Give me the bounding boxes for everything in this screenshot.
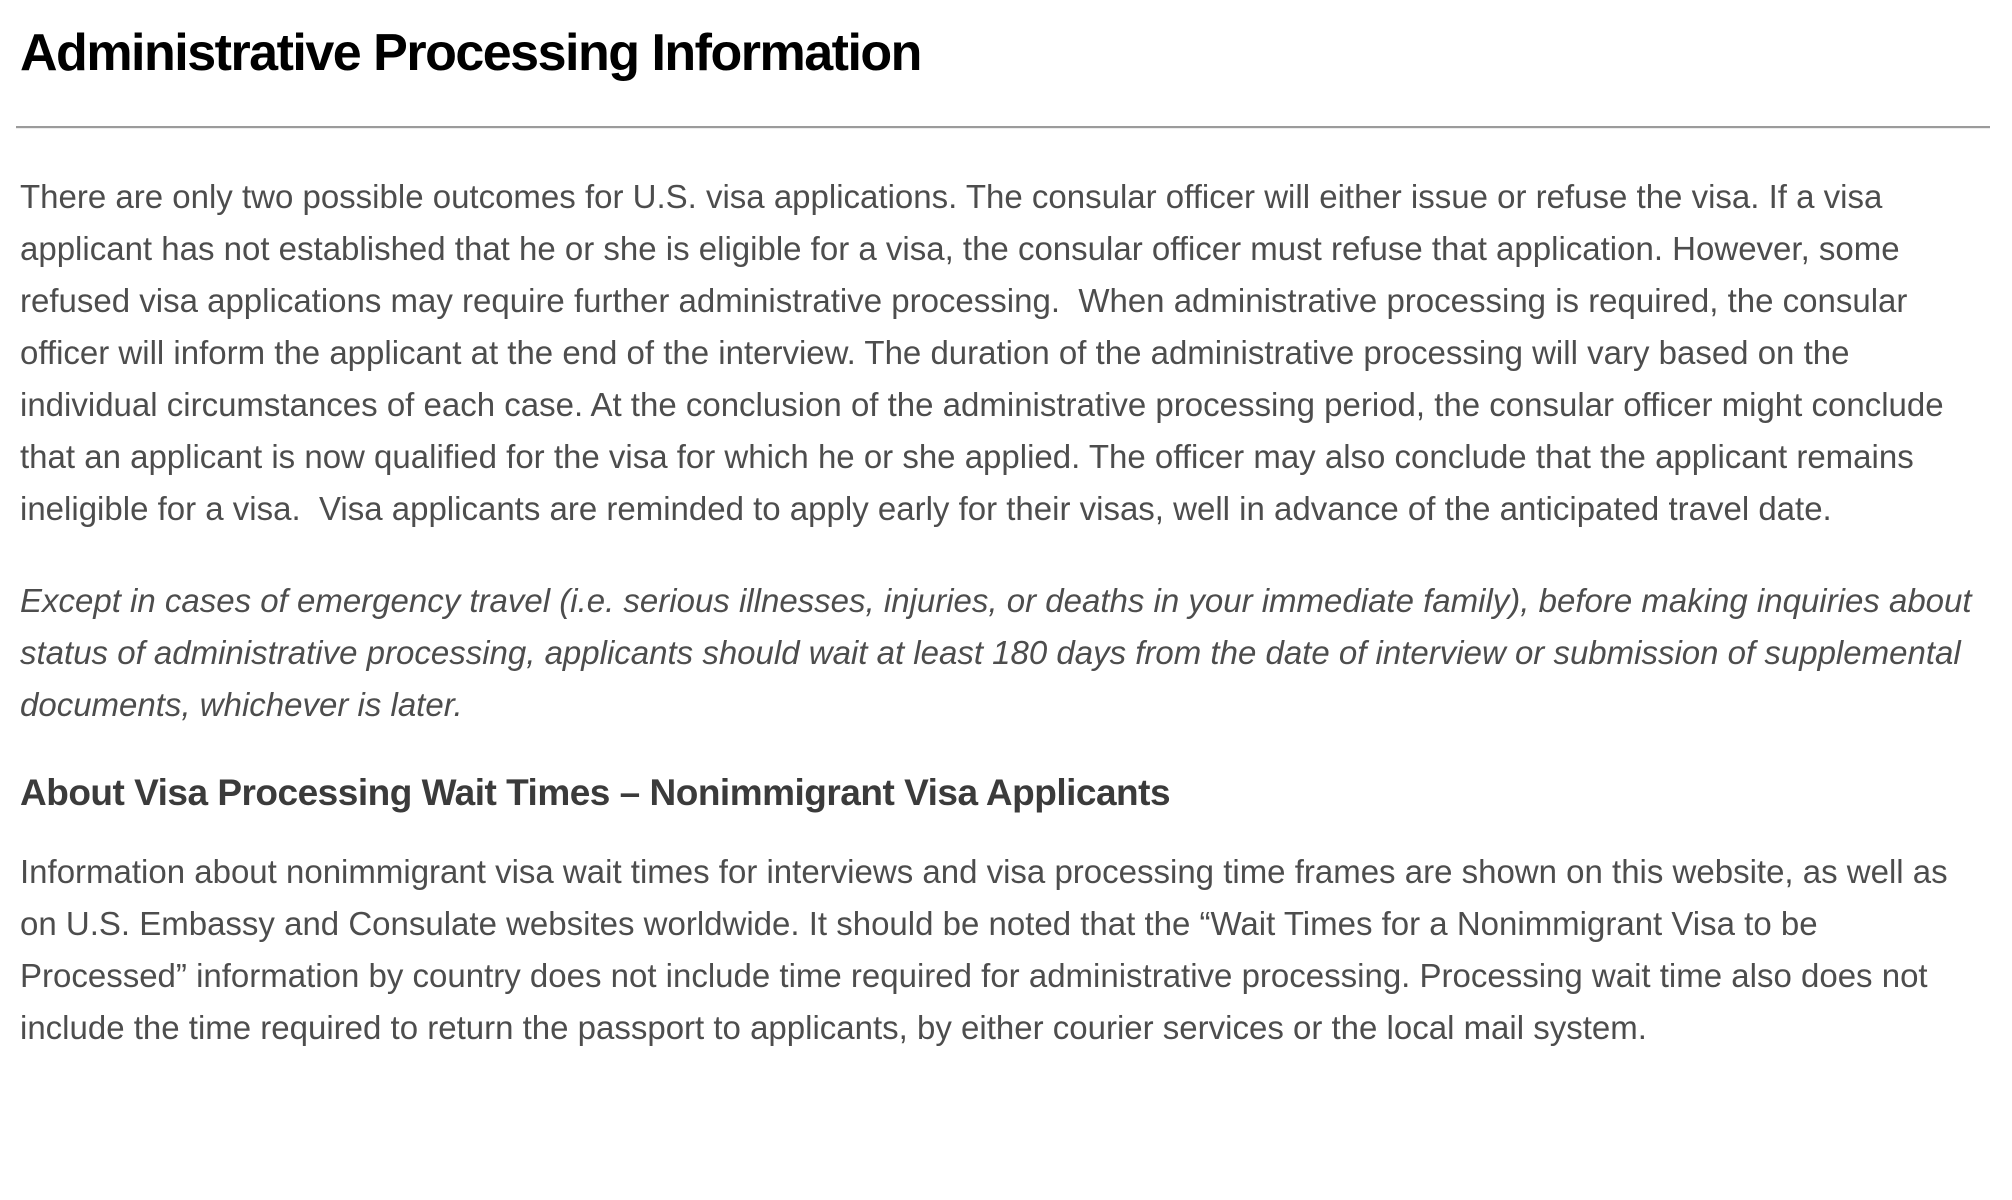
wait-times-paragraph: Information about nonimmigrant visa wait times for interviews and visa processing time frames are shown on this website, as well as on U.S. Embassy and Consulate websites worldwide. It should be noted that the “Wait Times for a Nonimmigrant Visa to be Processed” information by country does not include time required for administrative processing. Processing wait time also does not include the time required to return the passport to applicants, by either courier services or the local mail system. <box>20 852 1957 1046</box>
section-heading-wait-times: About Visa Processing Wait Times – Nonimmigrant Visa Applicants <box>20 772 1171 814</box>
title-divider <box>16 126 1990 129</box>
intro-paragraph: There are only two possible outcomes for U.S. visa applications. The consular officer will either issue or refuse the visa. If a visa applicant has not established that he or she is eligible for a visa, the consular officer must refuse that application. However, some refused visa applications may require further administrative processing. When administrative processing is required, the consular officer will inform the applicant at the end of the interview. The duration of the administrative processing will vary based on the individual circumstances of each case. At the conclusion of the administrative processing period, the consular officer might conclude that an applicant is now qualified for the visa for which he or she applied. The officer may also conclude that the applicant remains ineligible for a visa. Visa applicants are reminded to apply early for their visas, well in advance of the anticipated travel date. <box>20 178 1953 528</box>
page-title: Administrative Processing Information <box>20 24 921 82</box>
emergency-note-paragraph: Except in cases of emergency travel (i.e. serious illnesses, injuries, or deaths in your immediate family), before making inquiries about status of administrative processing, applicants should wait at least 180 days from the date of interview or submission of supplemental documents, whichever is later. <box>20 582 1981 724</box>
